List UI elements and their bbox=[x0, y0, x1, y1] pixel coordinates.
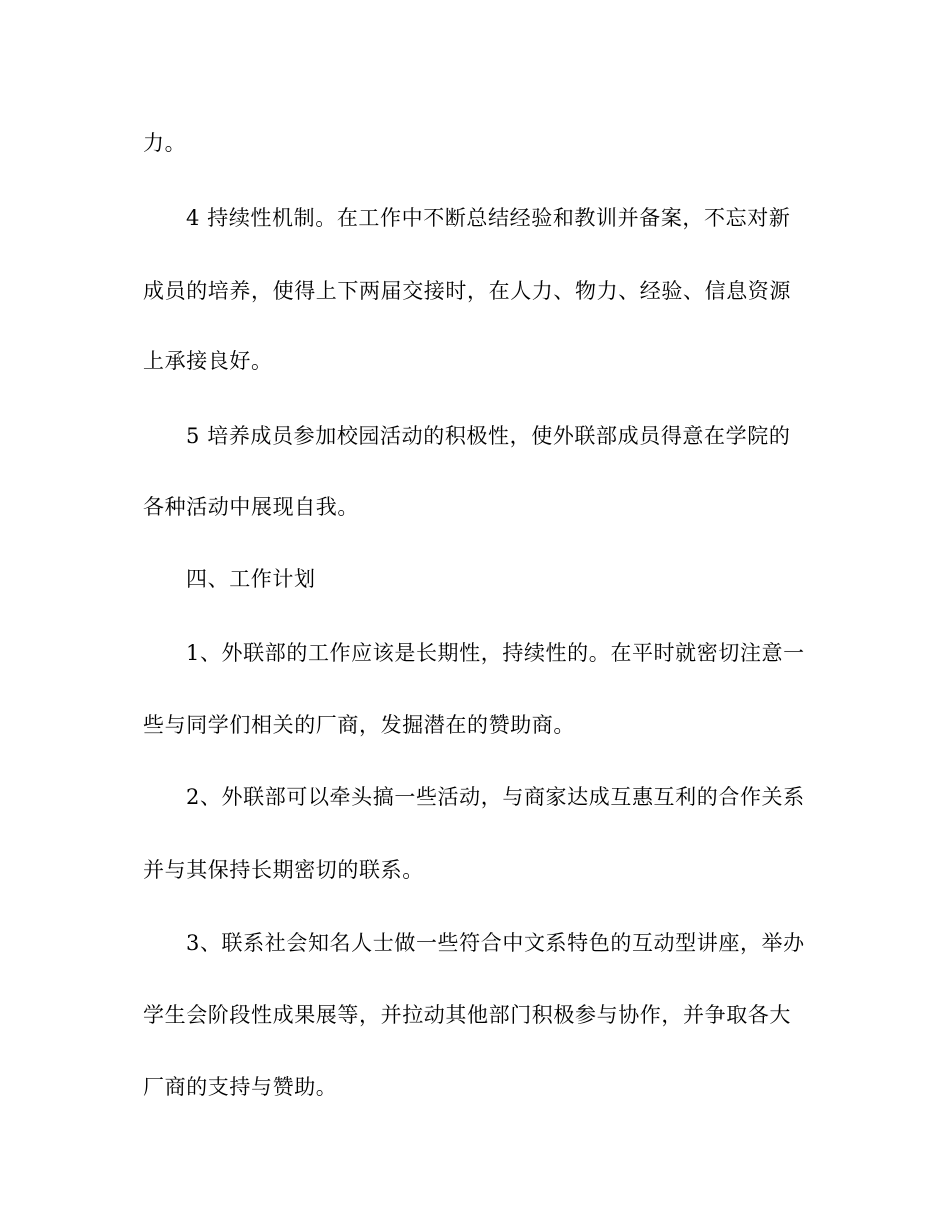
text-line: 上承接良好。 bbox=[143, 349, 273, 373]
plan-item-2: 2、外联部可以牵头搞一些活动，与商家达成互惠互利的合作关系 bbox=[186, 785, 805, 809]
paragraph-item-5: 5 培养成员参加校园活动的积极性，使外联部成员得意在学院的 bbox=[186, 424, 791, 448]
text-line: 学生会阶段性成果展等，并拉动其他部门积极参与协作，并争取各大 bbox=[143, 1003, 791, 1027]
text-line: 并与其保持长期密切的联系。 bbox=[143, 858, 424, 882]
text-line: 厂商的支持与赞助。 bbox=[143, 1075, 338, 1099]
section-heading: 四、工作计划 bbox=[186, 567, 316, 591]
text-line: 力。 bbox=[143, 131, 187, 155]
plan-item-1: 1、外联部的工作应该是长期性，持续性的。在平时就密切注意一 bbox=[186, 641, 805, 665]
text-line: 成员的培养，使得上下两届交接时，在人力、物力、经验、信息资源 bbox=[143, 279, 791, 303]
paragraph-item-4: 4 持续性机制。在工作中不断总结经验和教训并备案，不忘对新 bbox=[186, 206, 791, 230]
plan-item-3: 3、联系社会知名人士做一些符合中文系特色的互动型讲座，举办 bbox=[186, 931, 805, 955]
text-line: 各种活动中展现自我。 bbox=[143, 495, 359, 519]
text-line: 些与同学们相关的厂商，发掘潜在的赞助商。 bbox=[143, 713, 575, 737]
